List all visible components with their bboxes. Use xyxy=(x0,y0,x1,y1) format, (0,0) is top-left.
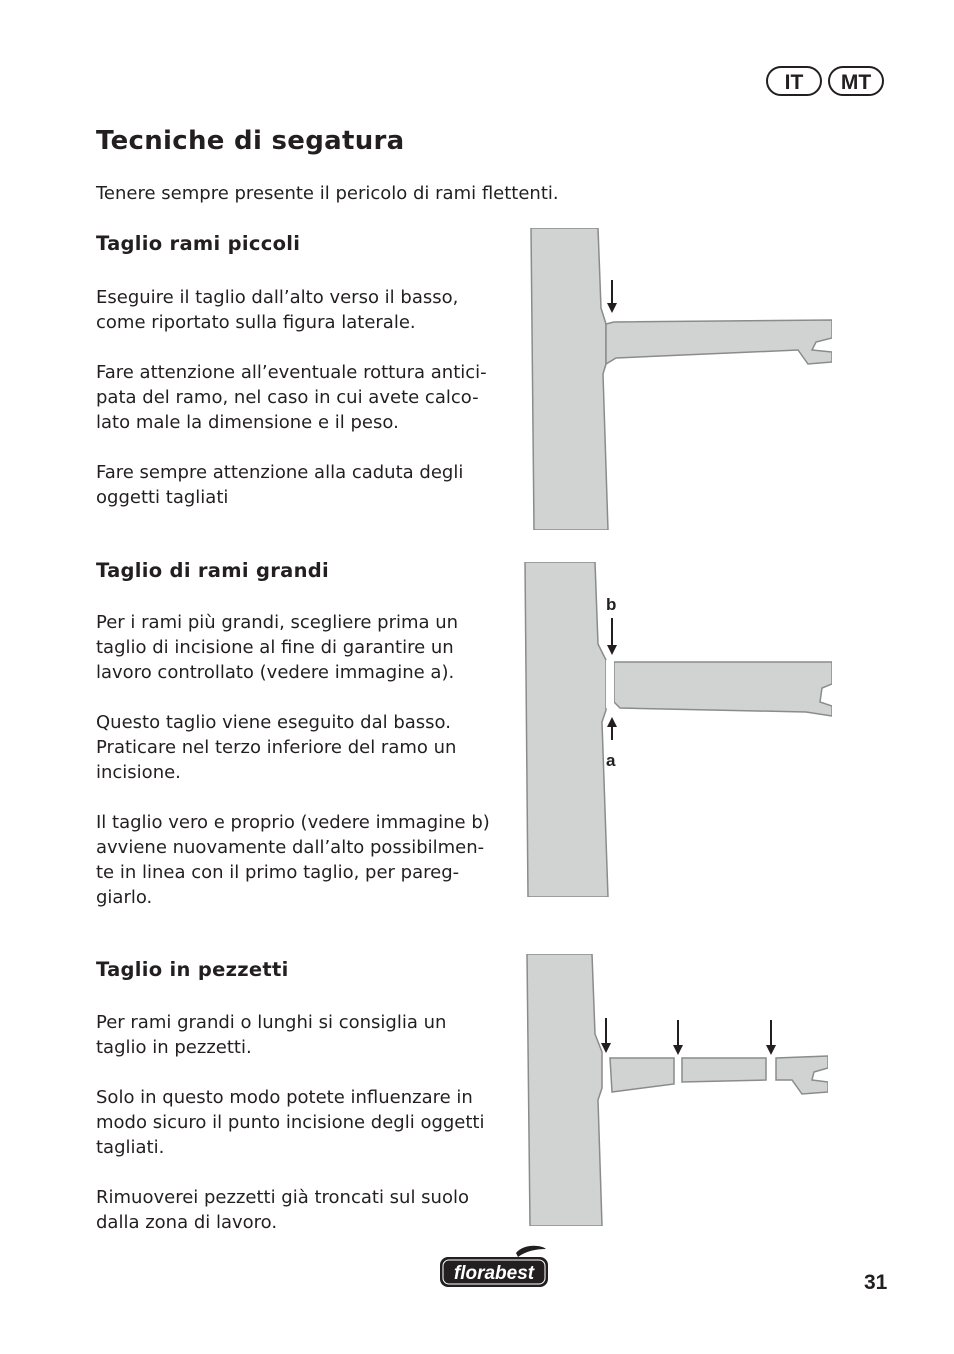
section-2-paragraph-3: Il taglio vero e proprio (vedere immagine b) avviene nuovamente dall’alto possibilmen-te in linea con il primo taglio, per pareg-giarlo. xyxy=(96,812,490,908)
section-heading-small-pieces: Taglio in pezzetti xyxy=(96,958,289,981)
intro-text: Tenere sempre presente il pericolo di rami flettenti. xyxy=(96,183,559,204)
section-1-paragraph-2: Fare attenzione all’eventuale rottura antici-pata del ramo, nel caso in cui avete calco-lato male la dimensione e il peso. xyxy=(96,362,487,433)
cut-in-pieces-illustration xyxy=(524,954,828,1226)
section-3-paragraph-2: Solo in questo modo potete influenzare in modo sicuro il punto incisione degli oggetti tagliati. xyxy=(96,1087,485,1158)
section-heading-large-branches: Taglio di rami grandi xyxy=(96,559,330,582)
cut-arrow-2 xyxy=(673,1020,683,1055)
section-3-paragraph-1: Per rami grandi o lunghi si consiglia un taglio in pezzetti. xyxy=(96,1012,447,1058)
cut-arrow-1 xyxy=(601,1018,611,1053)
section-1-paragraph-1: Eseguire il taglio dall’alto verso il basso, come riportato sulla figura laterale. xyxy=(96,287,459,333)
leaf-icon xyxy=(516,1246,546,1257)
figure-label-b: b xyxy=(606,595,617,614)
cut-arrow-3 xyxy=(766,1020,776,1055)
small-branch-cut-illustration xyxy=(528,228,832,530)
section-3-paragraph-3: Rimuoverei pezzetti già troncati sul suolo dalla zona di lavoro. xyxy=(96,1187,469,1233)
bottom-cut-arrow xyxy=(607,717,617,740)
language-badge-mt: MT xyxy=(828,66,884,96)
brand-name: florabest xyxy=(453,1263,535,1284)
top-cut-arrow xyxy=(607,618,617,655)
page-title: Tecniche di segatura xyxy=(96,126,405,156)
figure-label-a: a xyxy=(606,751,616,770)
section-2-paragraph-2: Questo taglio viene eseguito dal basso. Praticare nel terzo inferiore del ramo un incisione. xyxy=(96,712,457,783)
page-number: 31 xyxy=(864,1271,888,1294)
florabest-logo xyxy=(438,1245,552,1289)
language-badge-it: IT xyxy=(766,66,822,96)
language-badges xyxy=(766,66,884,96)
section-heading-small-branches: Taglio rami piccoli xyxy=(96,232,301,255)
section-2-paragraph-1: Per i rami più grandi, scegliere prima un taglio di incisione al fine di garantire un lavoro controllato (vedere immagine a). xyxy=(96,612,459,683)
cut-arrow xyxy=(607,280,617,313)
section-1-paragraph-3: Fare sempre attenzione alla caduta degli oggetti tagliati xyxy=(96,462,464,508)
large-branch-cut-illustration xyxy=(522,562,832,897)
